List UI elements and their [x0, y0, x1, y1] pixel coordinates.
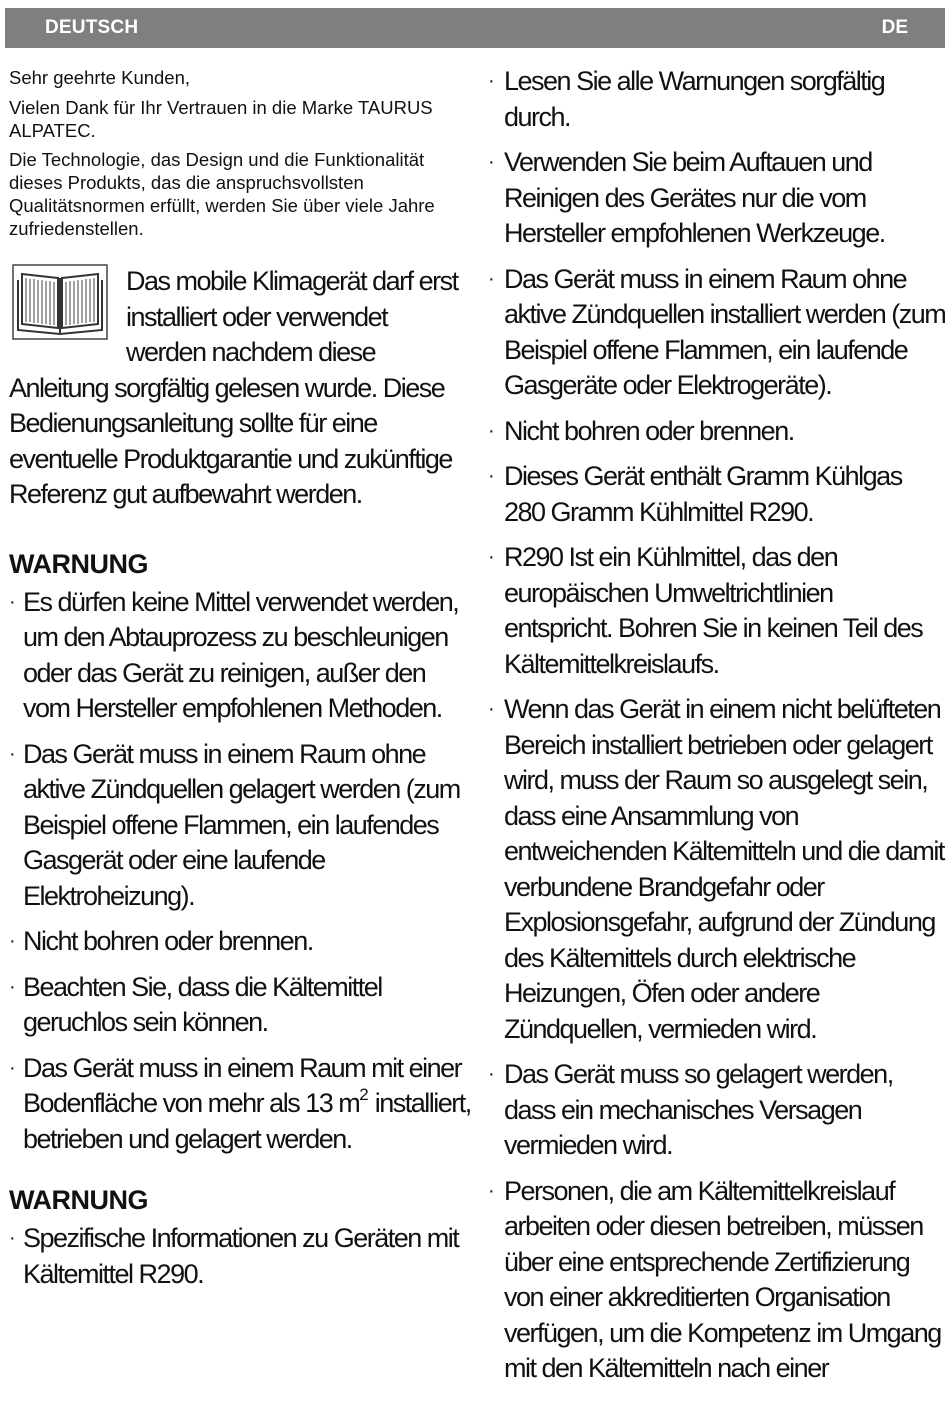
list-item-text: Wenn das Gerät in einem nicht belüfteten Bereich installiert betrieben oder gelagert wird, muss der Raum so ausgelegt sein, dass eine Ansammlung von entweichenden Kältemitteln und die damit verbundene Brandgefahr oder Explosionsgefahr, aufgrund der Zündung des Kältemittels durch elektrische Heizungen, Öfen oder andere Zündquellen, vermieden wird.: [504, 694, 944, 1044]
area-text-after: installiert, betrieben und gelagert werden.: [23, 1088, 471, 1154]
right-warning-list: [488, 64, 946, 1387]
warning-list-1: [9, 585, 471, 1158]
list-item: [488, 262, 946, 404]
bullet-dot: ·: [488, 465, 494, 487]
list-item-text: Lesen Sie alle Warnungen sorgfältig durch.: [504, 66, 885, 132]
manual-notice-text: Das mobile Klimagerät darf erst installiert oder verwendet werden nachdem diese Anleitung sorgfältig gelesen wurde. Diese Bedienungsanleitung sollte für eine eventuelle Produktgarantie und zukünftige Referenz gut aufbewahrt werden.: [9, 266, 458, 509]
list-item: [488, 145, 946, 252]
intro-block: [9, 66, 471, 240]
language-label: DEUTSCH: [45, 17, 139, 38]
list-item-text: Nicht bohren oder brennen.: [504, 415, 794, 446]
list-item: [9, 585, 471, 727]
list-item: [9, 737, 471, 915]
list-item: [488, 692, 946, 1047]
bullet-dot: ·: [9, 975, 15, 998]
list-item-text: Dieses Gerät enthält Gramm Kühlgas 280 Gramm Kühlmittel R290.: [504, 461, 902, 527]
warning-heading-1: WARNUNG: [9, 548, 148, 579]
warning-heading-2: WARNUNG: [9, 1185, 148, 1215]
bullet-dot: ·: [9, 930, 15, 952]
bullet-dot: ·: [488, 267, 494, 290]
list-item-text: Spezifische Informationen zu Geräten mit Kältemittel R290.: [23, 1223, 459, 1289]
list-item-text: Es dürfen keine Mittel verwendet werden, um den Abtauprozess zu beschleunigen oder das Gerät zu reinigen, außer den vom Hersteller empfohlenen Methoden.: [23, 586, 459, 723]
list-item-text: Das Gerät muss so gelagert werden, dass ein mechanisches Versagen vermieden wird.: [504, 1059, 893, 1160]
area-text-before: Das Gerät muss in einem Raum mit einer Bodenfläche von mehr als 13 m: [23, 1052, 462, 1118]
bullet-dot: ·: [488, 151, 494, 173]
open-book-icon: [12, 264, 108, 340]
list-item: [488, 540, 946, 682]
list-item-text: Nicht bohren oder brennen.: [23, 926, 313, 956]
left-column: [9, 66, 471, 1302]
intro-thanks: Vielen Dank für Ihr Vertrauen in die Marke TAURUS ALPATEC.: [9, 97, 433, 141]
bullet-dot: ·: [9, 1227, 15, 1249]
manual-notice: [9, 264, 471, 513]
list-item: [488, 1174, 946, 1387]
language-header-bar: [5, 8, 945, 48]
list-item: [9, 1221, 471, 1292]
list-item-text: Beachten Sie, dass die Kältemittel geruchlos sein können.: [23, 971, 382, 1037]
list-item: [488, 414, 946, 450]
bullet-dot: ·: [9, 742, 15, 765]
bullet-dot: ·: [488, 546, 494, 568]
bullet-dot: ·: [488, 70, 494, 92]
list-item: [9, 1051, 471, 1158]
bullet-dot: ·: [488, 698, 494, 720]
language-code: DE: [881, 17, 908, 38]
list-item: [9, 924, 471, 960]
bullet-dot: ·: [488, 1063, 494, 1085]
area-superscript: 2: [359, 1085, 369, 1104]
bullet-dot: ·: [9, 590, 15, 613]
right-column: [488, 64, 946, 1397]
list-item: [488, 64, 946, 135]
list-item-text: Das Gerät muss in einem Raum ohne aktive Zündquellen gelagert werden (zum Beispiel offene Flammen, ein laufendes Gasgerät oder eine laufende Elektroheizung).: [23, 738, 460, 911]
intro-greeting: Sehr geehrte Kunden,: [9, 67, 191, 88]
bullet-dot: ·: [488, 1179, 494, 1202]
list-item-text: Personen, die am Kältemittelkreislauf arbeiten oder diesen betreiben, müssen über eine entsprechende Zertifizierung von einer akkreditierten Organisation verfügen, um die Kompetenz im Umgang mit den Kältemitteln nach einer: [504, 1175, 941, 1383]
list-item: [488, 1057, 946, 1164]
bullet-dot: ·: [488, 419, 494, 442]
warning-list-2: [9, 1221, 471, 1292]
list-item: [9, 970, 471, 1041]
bullet-dot: ·: [9, 1056, 15, 1079]
list-item: [488, 459, 946, 530]
intro-technology: Die Technologie, das Design und die Funktionalität dieses Produkts, das die anspruchsvollsten Qualitätsnormen erfüllt, werden Sie über viele Jahre zufriedenstellen.: [9, 149, 435, 239]
list-item-text: R290 Ist ein Kühlmittel, das den europäischen Umweltrichtlinien entspricht. Bohren Sie in keinen Teil des Kältemittelkreislaufs.: [504, 542, 923, 679]
list-item-text: Verwenden Sie beim Auftauen und Reinigen des Gerätes nur die vom Hersteller empfohlenen Werkzeuge.: [504, 147, 885, 248]
list-item-text: Das Gerät muss in einem Raum ohne aktive Zündquellen installiert werden (zum Beispiel offene Flammen, ein laufende Gasgeräte oder Elektrogeräte).: [504, 263, 946, 400]
